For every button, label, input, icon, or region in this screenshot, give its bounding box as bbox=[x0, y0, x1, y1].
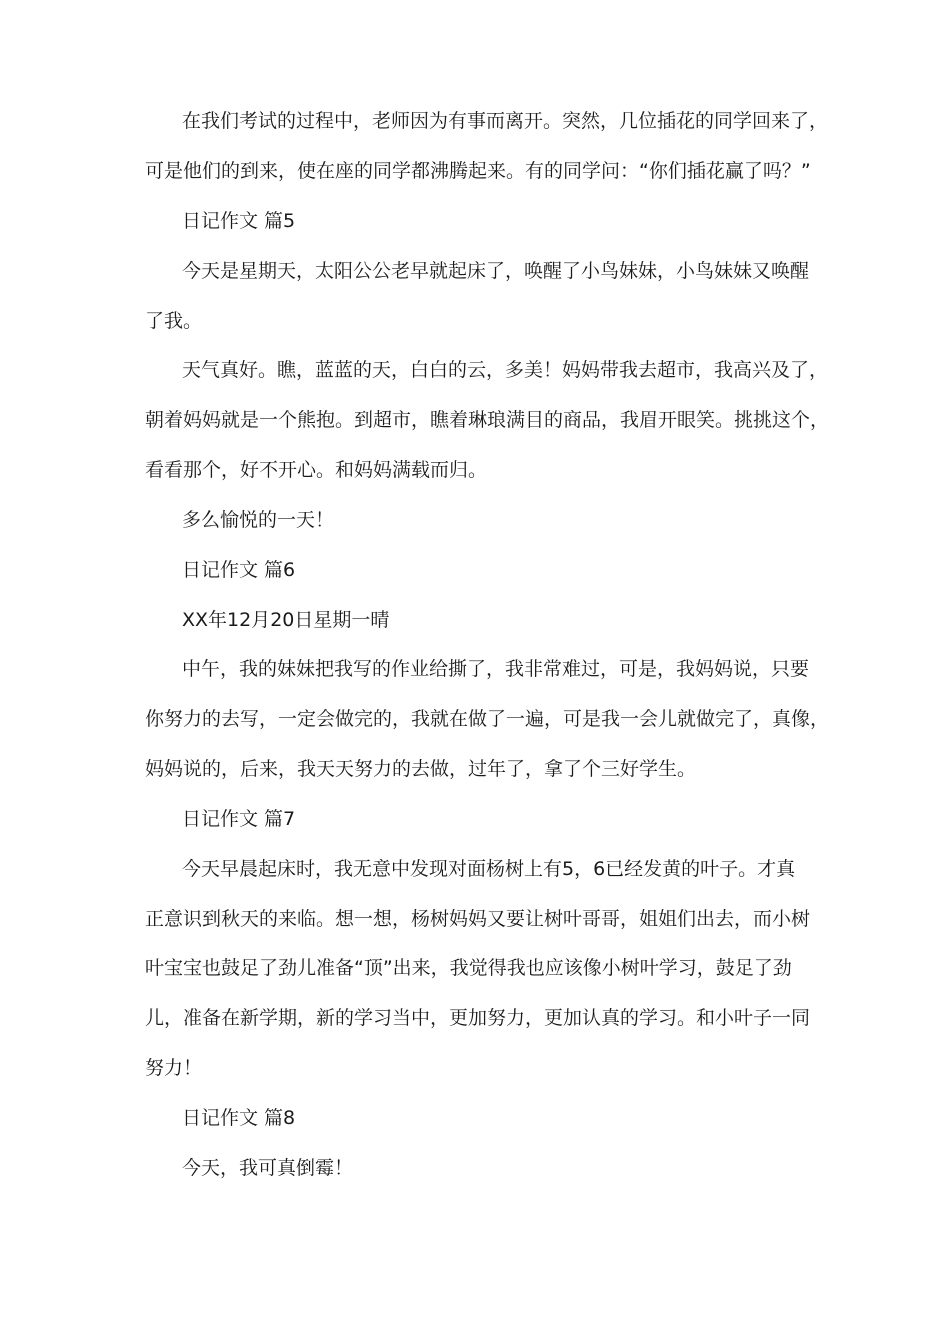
body-text-line: 今天是星期天，太阳公公老早就起床了，唤醒了小鸟妹妹，小鸟妹妹又唤醒 bbox=[182, 260, 810, 282]
section-heading-6: 日记作文 篇6 bbox=[182, 559, 296, 581]
date-line: XX年12月20日星期一晴 bbox=[182, 609, 390, 631]
body-text-line: 多么愉悦的一天！ bbox=[182, 509, 335, 531]
body-text-line: 可是他们的到来，使在座的同学都沸腾起来。有的同学问：“你们插花赢了吗？” bbox=[145, 160, 811, 182]
body-text-line: 叶宝宝也鼓足了劲儿准备“顶”出来，我觉得我也应该像小树叶学习，鼓足了劲 bbox=[145, 957, 792, 979]
section-heading-5: 日记作文 篇5 bbox=[182, 210, 296, 232]
section-heading-7: 日记作文 篇7 bbox=[182, 808, 296, 830]
body-text-line: 看看那个，好不开心。和妈妈满载而归。 bbox=[145, 459, 488, 481]
body-text-line: 你努力的去写，一定会做完的，我就在做了一遍，可是我一会儿就做完了，真像， bbox=[145, 708, 830, 730]
body-text-line: 今天早晨起床时，我无意中发现对面杨树上有5，6已经发黄的叶子。才真 bbox=[182, 858, 796, 880]
body-text-line: 儿，准备在新学期，新的学习当中，更加努力，更加认真的学习。和小叶子一同 bbox=[145, 1007, 811, 1029]
body-text-line: 了我。 bbox=[145, 310, 203, 332]
body-text-line: 今天，我可真倒霉！ bbox=[182, 1157, 354, 1179]
body-text-line: 努力！ bbox=[145, 1057, 203, 1079]
section-heading-8: 日记作文 篇8 bbox=[182, 1107, 296, 1129]
body-text-line: 朝着妈妈就是一个熊抱。到超市，瞧着琳琅满目的商品，我眉开眼笑。挑挑这个， bbox=[145, 409, 830, 431]
body-text-line: 妈妈说的，后来，我天天努力的去做，过年了，拿了个三好学生。 bbox=[145, 758, 697, 780]
body-text-line: 正意识到秋天的来临。想一想，杨树妈妈又要让树叶哥哥，姐姐们出去，而小树 bbox=[145, 908, 811, 930]
body-text-line: 在我们考试的过程中，老师因为有事而离开。突然，几位插花的同学回来了， bbox=[182, 110, 829, 132]
body-text-line: 天气真好。瞧，蓝蓝的天，白白的云，多美！妈妈带我去超市，我高兴及了， bbox=[182, 359, 829, 381]
body-text-line: 中午，我的妹妹把我写的作业给撕了，我非常难过，可是，我妈妈说，只要 bbox=[182, 658, 810, 680]
